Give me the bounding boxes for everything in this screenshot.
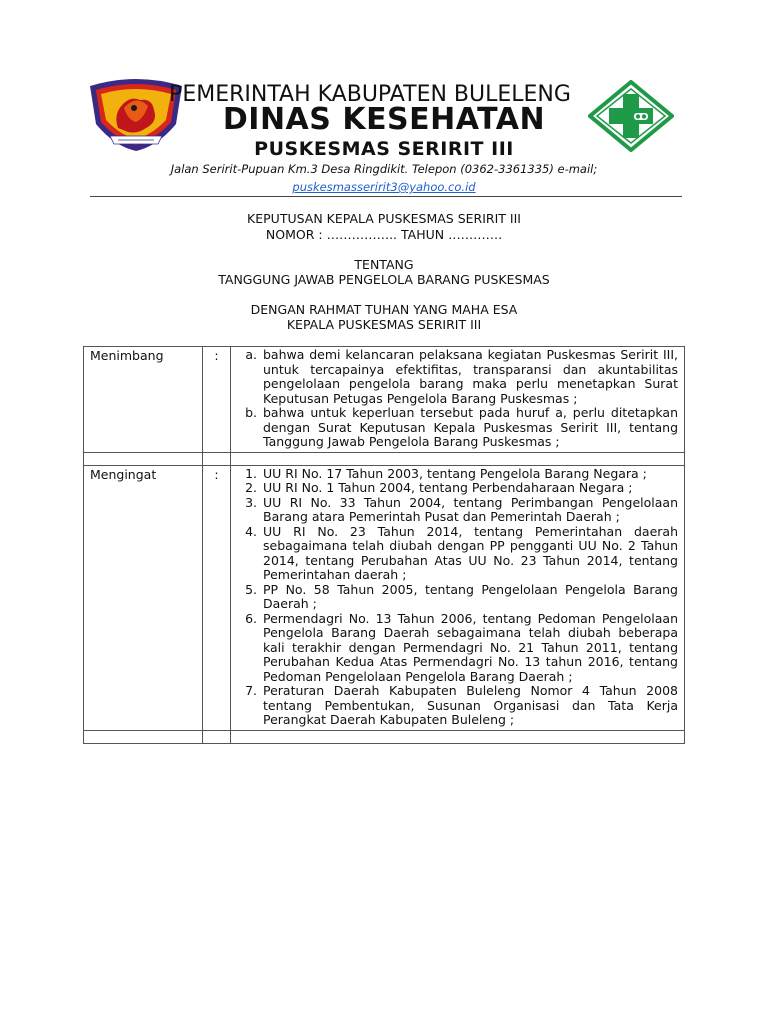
- list-marker: a.: [245, 347, 257, 362]
- header-divider: [90, 196, 682, 197]
- address-line: Jalan Seririt-Pupuan Km.3 Desa Ringdikit. Telepon (0362-3361335) e-mail;: [170, 162, 598, 176]
- list-marker: 2.: [245, 480, 257, 495]
- considerations-table: [83, 346, 685, 744]
- menimbang-label: Menimbang: [84, 347, 203, 453]
- list-marker: 4.: [245, 523, 257, 539]
- list-text: UU RI No. 1 Tahun 2004, tentang Perbendaharaan Negara ;: [263, 480, 633, 495]
- list-item: [235, 481, 678, 496]
- decree-number: NOMOR : …………….. TAHUN ………….: [265, 227, 503, 242]
- mengingat-label: Mengingat: [84, 465, 203, 730]
- list-item: [235, 467, 678, 482]
- list-marker: 6.: [245, 610, 257, 626]
- mengingat-colon: :: [203, 465, 231, 730]
- list-item: [235, 406, 678, 450]
- mengingat-list: [231, 465, 685, 730]
- decree-about: TANGGUNG JAWAB PENGELOLA BARANG PUSKESMAS: [218, 272, 550, 287]
- list-item: [235, 612, 678, 685]
- list-marker: 5.: [245, 581, 257, 597]
- menimbang-row: [84, 347, 685, 453]
- list-text: bahwa untuk keperluan tersebut pada huruf a, perlu ditetapkan dengan Surat Keputusan Kepala Puskesmas Seririt III, tentang Tanggung Jawab Pengelola Barang Puskesmas ;: [263, 405, 678, 449]
- menimbang-list: [231, 347, 685, 453]
- list-marker: 1.: [245, 465, 257, 481]
- list-marker: 3.: [245, 494, 257, 510]
- list-item: [235, 525, 678, 583]
- list-text: UU RI No. 23 Tahun 2014, tentang Pemerintahan daerah sebagaimana telah diubah dengan PP pengganti UU No. 2 Tahun 2014, tentang Perubahan Atas UU No. 23 Tahun 2014, tentang Pemerintahan daerah ;: [263, 523, 678, 582]
- spacer-row: [84, 730, 685, 743]
- government-name: PEMERINTAH KABUPATEN BULELENG: [169, 82, 571, 107]
- decree-title: KEPUTUSAN KEPALA PUSKESMAS SERIRIT III: [247, 211, 521, 226]
- menimbang-colon: :: [203, 347, 231, 453]
- list-marker: b.: [245, 405, 257, 420]
- office-name: DINAS KESEHATAN: [222, 102, 546, 137]
- spacer-row: [84, 452, 685, 465]
- list-item: [235, 496, 678, 525]
- list-text: UU RI No. 33 Tahun 2004, tentang Perimbangan Pengelolaan Barang atara Pemerintah Pusat dan Pemerintah Daerah ;: [263, 494, 678, 524]
- list-marker: 7.: [245, 683, 257, 698]
- list-text: Permendagri No. 13 Tahun 2006, tentang Pedoman Pengelolaan Pengelola Barang Daerah sebagaimana telah diubah beberapa kali terakhir dengan Permendagri No. 21 Tahun 2011, tentang Perubahan Kedua Atas Permendagri No. 13 tahun 2016, tentang Pedoman Pengelolaan Pengelola Barang Daerah ;: [263, 610, 678, 684]
- unit-name: PUSKESMAS SERIRIT III: [254, 138, 514, 160]
- decree-issuer: KEPALA PUSKESMAS SERIRIT III: [286, 317, 482, 332]
- list-text: Peraturan Daerah Kabupaten Buleleng Nomor 4 Tahun 2008 tentang Pembentukan, Susunan Organisasi dan Tata Kerja Perangkat Daerah Kabupaten Buleleng ;: [263, 683, 678, 727]
- decree-grace: DENGAN RAHMAT TUHAN YANG MAHA ESA: [250, 302, 518, 317]
- list-text: bahwa demi kelancaran pelaksana kegiatan Puskesmas Seririt III, untuk tercapainya efektifitas, transparansi dan akuntabilitas pengelolaan pengelola barang maka perlu menetapkan Surat Keputusan Petugas Pengelola Barang Puskesmas ;: [263, 347, 678, 406]
- list-item: [235, 684, 678, 728]
- email-link[interactable]: puskesmasseririt3@yahoo.co.id: [292, 180, 476, 194]
- list-text: UU RI No. 17 Tahun 2003, tentang Pengelola Barang Negara ;: [263, 465, 647, 481]
- list-text: PP No. 58 Tahun 2005, tentang Pengelolaan Pengelola Barang Daerah ;: [263, 581, 678, 611]
- decree-about-label: TENTANG: [354, 257, 414, 272]
- list-item: [235, 348, 678, 406]
- list-item: [235, 583, 678, 612]
- mengingat-row: [84, 465, 685, 730]
